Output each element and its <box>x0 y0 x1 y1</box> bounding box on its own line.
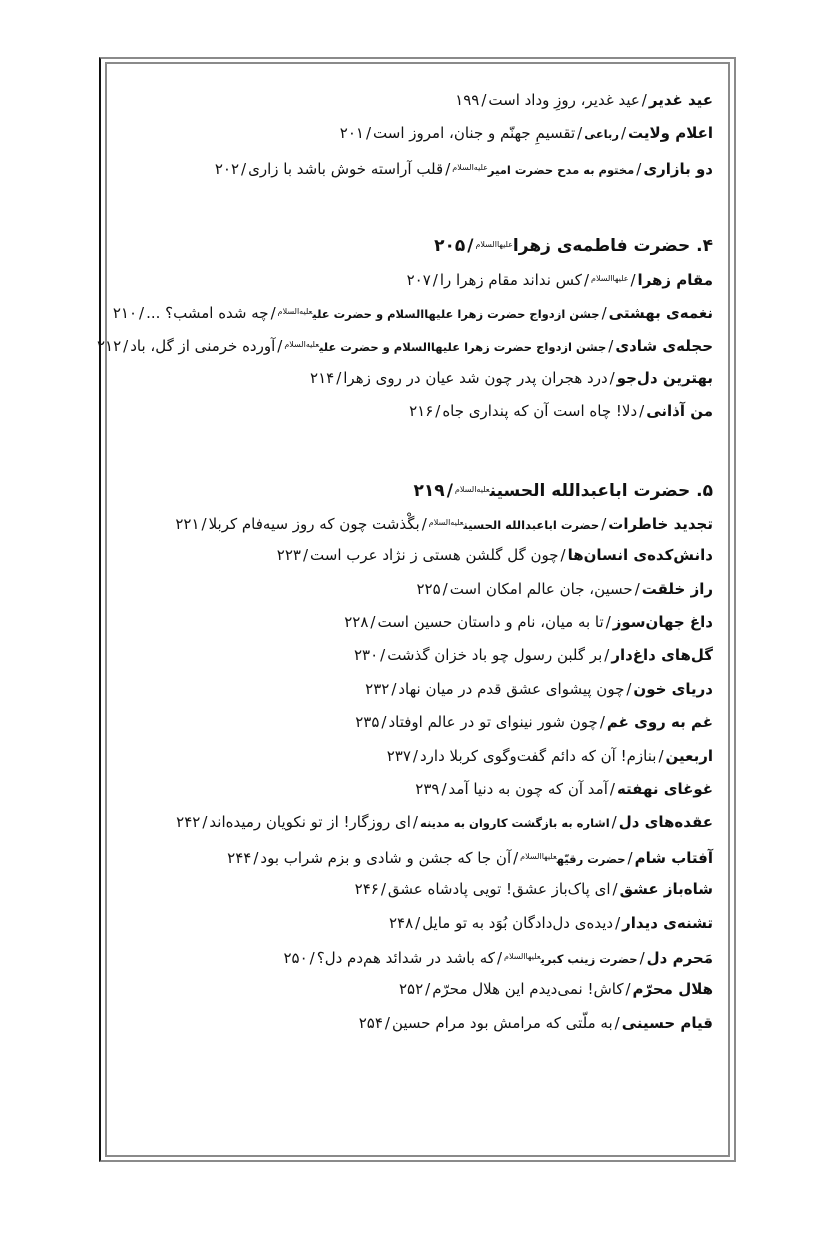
separator: / <box>609 780 615 799</box>
entry-title: هلال محرّم <box>632 980 713 999</box>
section-title-text: حضرت فاطمه‌ی زهرا <box>512 236 691 257</box>
separator: / <box>639 948 645 967</box>
page-number: ۲۳۰ <box>353 646 379 665</box>
toc-entry[interactable] <box>113 573 713 606</box>
entry-first-line: قلب آراسته خوش باشد با زاری <box>248 159 444 178</box>
section-spacer <box>113 429 713 473</box>
entry-title: تجدید خاطرات <box>608 514 713 533</box>
separator: / <box>415 913 421 932</box>
entry-subtitle: جشن ازدواج حضرت زهرا علیهاالسلام و حضرت علی <box>319 340 607 355</box>
entry-first-line: درد هجران پدر چون شد عیان در روی زهرا <box>343 368 608 387</box>
page-number: ۲۱۹ <box>413 480 445 501</box>
entry-subtitle: حضرت رقیّه <box>556 851 626 866</box>
separator: / <box>634 579 640 598</box>
separator: / <box>432 270 438 289</box>
page-number: ۲۴۲ <box>176 813 201 832</box>
separator: / <box>435 402 441 421</box>
toc-entry[interactable] <box>113 539 713 572</box>
entry-first-line: به ملّتی که مرامش بود مرام حسین <box>391 1013 613 1032</box>
toc-entry[interactable] <box>113 1007 713 1040</box>
honorific-glyph: علیهاالسلام <box>475 240 513 250</box>
separator: / <box>202 813 208 832</box>
separator: / <box>577 124 583 143</box>
entry-title: حجله‌ی شادی <box>615 337 713 356</box>
entry-title: نغمه‌ی بهشتی <box>608 303 713 322</box>
separator: / <box>442 579 448 598</box>
page-number: ۲۳۹ <box>415 780 440 799</box>
separator: / <box>626 679 632 698</box>
page-number: ۲۵۴ <box>358 1013 383 1032</box>
page-number: ۲۵۰ <box>283 948 308 967</box>
separator: / <box>513 848 519 867</box>
separator: / <box>277 337 283 356</box>
separator: / <box>123 337 129 356</box>
entry-title: داغ جهان‌سوز <box>612 613 713 632</box>
entry-first-line: آورده خرمنی از گل، باد <box>130 337 276 356</box>
separator: / <box>309 948 315 967</box>
toc-entry[interactable] <box>113 740 713 773</box>
separator: / <box>614 1013 620 1032</box>
toc-entry[interactable] <box>113 151 713 184</box>
page-number: ۲۱۶ <box>409 402 434 421</box>
toc-entry[interactable] <box>113 907 713 940</box>
section-title-text: حضرت اباعبدالله الحسین <box>489 480 691 501</box>
section-spacer <box>113 184 713 228</box>
table-of-contents <box>96 84 713 1040</box>
honorific-glyph: علیهاالسلام <box>520 851 557 861</box>
entry-first-line: بگْذشت چون که روز سیه‌فام کربلا <box>208 514 420 533</box>
toc-entry[interactable] <box>113 362 713 395</box>
separator: / <box>620 124 626 143</box>
entry-first-line: چون شور نینوای تو در عالم اوفتاد <box>388 713 598 732</box>
entry-title: غم به روی غم <box>606 713 713 732</box>
page-number: ۲۱۲ <box>96 337 122 356</box>
entry-title: دریای خون <box>633 679 713 698</box>
page-number: ۲۲۳ <box>276 546 301 565</box>
page-number: ۲۴۴ <box>227 848 252 867</box>
separator: / <box>599 713 605 732</box>
entry-first-line: ای روزگار! از تو نکویان رمیده‌اند <box>209 813 411 832</box>
toc-entry[interactable] <box>113 973 713 1006</box>
toc-entry[interactable] <box>113 506 713 539</box>
entry-title: قیام حسینی <box>621 1013 713 1032</box>
separator: / <box>612 880 618 899</box>
entry-title: دو بازاری <box>643 159 713 178</box>
entry-title: دانش‌کده‌ی انسان‌ها <box>567 546 713 565</box>
separator: / <box>615 913 621 932</box>
honorific-glyph: علیه‌السلام <box>454 484 490 494</box>
separator: / <box>365 124 372 143</box>
separator: / <box>241 159 247 178</box>
separator: / <box>630 270 636 289</box>
entry-first-line: حسین، جان عالم امکان است <box>449 579 633 598</box>
entry-title: اربعین <box>665 746 713 765</box>
entry-title: اعلام ولایت <box>628 124 713 143</box>
toc-entry[interactable] <box>113 117 713 150</box>
page-number: ۲۰۱ <box>339 124 364 143</box>
separator: / <box>139 303 145 322</box>
entry-first-line: آمد آن که چون به دنیا آمد <box>448 780 608 799</box>
separator: / <box>609 368 615 387</box>
section-heading[interactable] <box>113 228 713 261</box>
separator: / <box>583 270 589 289</box>
page-number: ۲۰۵ <box>434 236 466 257</box>
page-number: ۲۱۰ <box>112 303 138 322</box>
entry-first-line: که باشد در شدائد هم‌دم دل؟ <box>316 948 495 967</box>
separator: / <box>336 368 342 387</box>
page-number: ۲۰۷ <box>406 270 431 289</box>
entry-first-line: ای پاک‌باز عشق! تویی پادشاه عشق <box>387 880 611 899</box>
entry-first-line: بنازم! آن که دائم گفت‌وگوی کربلا دارد <box>419 746 657 765</box>
entry-first-line: تا به میان، نام و داستان حسین است <box>377 613 604 632</box>
toc-entry[interactable] <box>113 840 713 873</box>
toc-entry[interactable] <box>113 84 713 117</box>
entry-title: گل‌های داغ‌دار <box>611 646 713 665</box>
honorific-glyph: علیه‌السلام <box>284 340 320 350</box>
separator: / <box>608 337 614 356</box>
separator: / <box>380 646 386 665</box>
page-number: ۲۳۲ <box>365 679 390 698</box>
separator: / <box>560 546 566 565</box>
entry-subtitle: جشن ازدواج حضرت زهرا علیهاالسلام و حضرت علی <box>312 306 600 321</box>
entry-subtitle: حضرت زینب کبری <box>540 951 638 966</box>
entry-subtitle: مختوم به مدح حضرت امیر <box>487 162 635 177</box>
section-number: ۵. <box>696 480 713 501</box>
separator: / <box>302 546 309 565</box>
page-number: ۲۱۴ <box>310 368 335 387</box>
page-number: ۱۹۹ <box>455 91 480 109</box>
entry-subtitle: اشاره به بازگشت کاروان به مدینه <box>419 816 610 831</box>
entry-title: غوغای نهفته <box>616 780 713 799</box>
separator: / <box>467 236 474 257</box>
entry-first-line: دلا! چاه است آن که پنداری جاه <box>442 402 638 421</box>
page-number: ۲۳۷ <box>386 746 411 765</box>
separator: / <box>481 91 487 109</box>
separator: / <box>601 303 607 322</box>
separator: / <box>496 948 502 967</box>
separator: / <box>639 402 645 421</box>
entry-title: آفتاب شام <box>634 848 713 867</box>
separator: / <box>627 848 633 867</box>
entry-first-line: بر گلبن رسول چو باد خزان گذشت <box>387 646 603 665</box>
separator: / <box>270 303 276 322</box>
entry-first-line: تقسیمِ جهنّم و جنان، امروز است <box>373 124 576 143</box>
separator: / <box>605 613 611 632</box>
page-number: ۲۴۸ <box>388 913 414 932</box>
separator: / <box>380 880 386 899</box>
honorific-glyph: علیه‌السلام <box>277 306 313 316</box>
separator: / <box>604 646 610 665</box>
honorific-glyph: علیهاالسلام <box>591 273 629 283</box>
entry-title: مقام زهرا <box>637 270 713 289</box>
toc-entry[interactable] <box>113 295 713 328</box>
entry-title: عید غدیر <box>648 91 713 109</box>
separator: / <box>370 613 376 632</box>
separator: / <box>446 480 453 501</box>
separator: / <box>601 514 607 533</box>
toc-entry[interactable] <box>113 873 713 906</box>
toc-entry[interactable] <box>113 673 713 706</box>
separator: / <box>412 746 418 765</box>
page-number: ۲۲۵ <box>416 579 441 598</box>
separator: / <box>201 514 207 533</box>
toc-entry[interactable] <box>113 940 713 973</box>
page-number: ۲۰۲ <box>214 159 240 178</box>
separator: / <box>384 1013 390 1032</box>
entry-subtitle: حضرت اباعبدالله الحسین <box>463 517 600 532</box>
page-number: ۲۲۸ <box>344 613 369 632</box>
toc-entry[interactable] <box>113 262 713 295</box>
section-heading[interactable] <box>113 473 713 506</box>
honorific-glyph: علیه‌السلام <box>452 162 488 172</box>
page-number: ۲۲۱ <box>175 514 200 533</box>
separator: / <box>625 980 631 999</box>
page-number: ۲۵۲ <box>398 980 424 999</box>
entry-title: عقده‌های دل <box>618 813 713 832</box>
entry-first-line: عید غدیر، روزِ وداد است <box>488 91 640 109</box>
separator: / <box>253 848 259 867</box>
honorific-glyph: علیهاالسلام <box>504 951 541 961</box>
toc-entry[interactable] <box>113 639 713 672</box>
toc-entry[interactable] <box>113 606 713 639</box>
toc-entry[interactable] <box>113 395 713 428</box>
entry-first-line: چه شده امشب؟ ... <box>146 303 269 322</box>
separator: / <box>381 713 387 732</box>
section-number: ۴. <box>696 236 713 257</box>
separator: / <box>441 780 447 799</box>
separator: / <box>391 679 397 698</box>
entry-title: مَحرم دل <box>646 948 713 967</box>
entry-title: شاه‌باز عشق <box>619 880 713 899</box>
toc-entry[interactable] <box>96 328 713 361</box>
entry-first-line: دیده‌ی دل‌دادگان بُوَد به تو مایل <box>422 913 614 932</box>
separator: / <box>445 159 451 178</box>
separator: / <box>636 159 642 178</box>
entry-first-line: چون گل گلشن هستی ز نژاد عرب است <box>310 546 559 565</box>
page-number: ۲۴۶ <box>354 880 379 899</box>
separator: / <box>425 980 431 999</box>
toc-entry[interactable] <box>113 773 713 806</box>
separator: / <box>421 514 427 533</box>
separator: / <box>658 746 664 765</box>
entry-first-line: چون پیشوای عشق قدم در میان نهاد <box>398 679 625 698</box>
separator: / <box>611 813 617 832</box>
entry-subtitle: رباعی <box>584 127 619 142</box>
entry-title: راز خلقت <box>641 579 713 598</box>
entry-title: بهترین دل‌جو <box>616 368 713 387</box>
toc-entry[interactable] <box>113 706 713 739</box>
page-number: ۲۳۵ <box>355 713 380 732</box>
entry-first-line: کس نداند مقام زهرا را <box>439 270 582 289</box>
toc-entry[interactable] <box>113 806 713 839</box>
entry-first-line: کاش! نمی‌دیدم این هلال محرّم <box>432 980 624 999</box>
entry-first-line: آن جا که جشن و شادی و بزم شراب بود <box>260 848 512 867</box>
honorific-glyph: علیه‌السلام <box>428 517 464 527</box>
entry-title: تشنه‌ی دیدار <box>622 913 713 932</box>
entry-title: من آذانی <box>646 402 713 421</box>
separator: / <box>641 91 647 109</box>
separator: / <box>412 813 418 832</box>
